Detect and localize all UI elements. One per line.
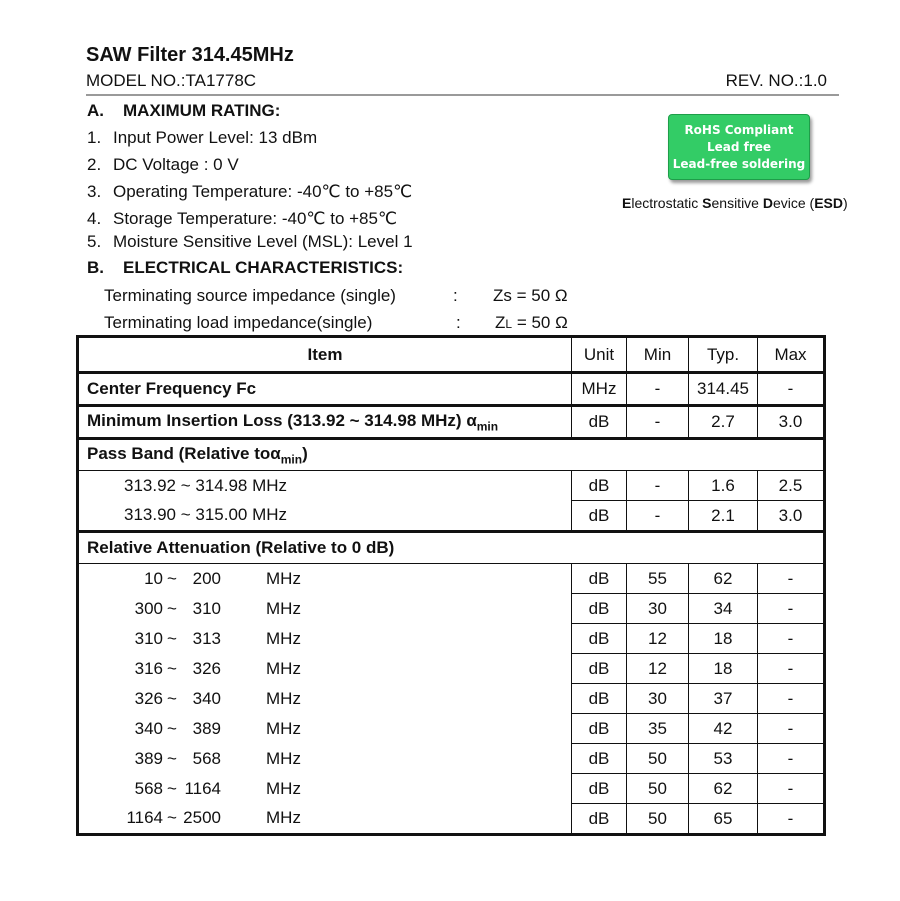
rating-item bbox=[87, 128, 317, 148]
row-item: 313.90 ~ 315.00 MHz bbox=[78, 501, 572, 532]
esd-text-part: ensitive bbox=[711, 195, 763, 211]
row-unit: dB bbox=[572, 624, 627, 654]
row-min: 50 bbox=[627, 744, 689, 774]
range-high: 340 bbox=[192, 688, 221, 708]
source-impedance-label: Terminating source impedance (single) bbox=[104, 286, 396, 305]
row-max: - bbox=[758, 373, 825, 406]
range-low: 310 bbox=[134, 628, 163, 648]
range-high: 389 bbox=[192, 718, 221, 738]
row-min: 30 bbox=[627, 594, 689, 624]
row-min: 12 bbox=[627, 624, 689, 654]
pass-band-heading bbox=[78, 439, 825, 471]
pass-band-close: ) bbox=[302, 443, 308, 463]
row-unit: dB bbox=[572, 684, 627, 714]
row-typ: 2.1 bbox=[689, 501, 758, 532]
row-max: - bbox=[758, 654, 825, 684]
section-b-label: B. bbox=[87, 258, 104, 277]
rohs-badge-line: Lead-free soldering bbox=[672, 156, 806, 171]
row-typ: 18 bbox=[689, 624, 758, 654]
rating-item-number: 1. bbox=[87, 128, 102, 147]
row-min: - bbox=[627, 501, 689, 532]
range-unit: MHz bbox=[266, 658, 301, 678]
rohs-badge-line: Lead free bbox=[706, 139, 772, 154]
row-max: - bbox=[758, 714, 825, 744]
range-low: 326 bbox=[134, 688, 163, 708]
row-max: - bbox=[758, 804, 825, 835]
row-item bbox=[78, 744, 572, 774]
rating-item bbox=[87, 182, 412, 202]
row-unit: dB bbox=[572, 744, 627, 774]
row-unit: dB bbox=[572, 714, 627, 744]
range-tilde: ~ bbox=[167, 688, 177, 708]
row-item bbox=[78, 714, 572, 744]
section-b-title: ELECTRICAL CHARACTERISTICS: bbox=[123, 258, 404, 277]
table-row bbox=[78, 654, 825, 684]
row-max: - bbox=[758, 684, 825, 714]
row-min: 50 bbox=[627, 774, 689, 804]
rohs-badge-line: RoHS Compliant bbox=[684, 122, 794, 137]
row-item bbox=[78, 804, 572, 835]
table-row bbox=[78, 624, 825, 654]
row-item bbox=[78, 406, 572, 439]
rating-item-number: 3. bbox=[87, 182, 102, 201]
load-impedance-symbol: Z bbox=[495, 313, 506, 332]
rating-item bbox=[87, 209, 397, 229]
row-unit: dB bbox=[572, 774, 627, 804]
range-low: 568 bbox=[134, 778, 163, 798]
source-impedance-colon: : bbox=[453, 286, 458, 305]
row-typ: 65 bbox=[689, 804, 758, 835]
range-tilde: ~ bbox=[167, 808, 177, 828]
esd-text-part: S bbox=[702, 195, 712, 211]
row-item bbox=[78, 654, 572, 684]
rating-item-number: 4. bbox=[87, 209, 102, 228]
range-low: 10 bbox=[144, 568, 163, 588]
range-unit: MHz bbox=[266, 778, 301, 798]
source-impedance-symbol: Zs bbox=[493, 286, 512, 305]
row-unit: dB bbox=[572, 594, 627, 624]
row-unit: dB bbox=[572, 501, 627, 532]
load-impedance-number: = 50 Ω bbox=[516, 313, 568, 332]
rating-item-text: Storage Temperature: -40℃ to +85℃ bbox=[113, 209, 398, 228]
range-unit: MHz bbox=[266, 568, 301, 588]
table-row bbox=[78, 501, 825, 532]
header-typ: Typ. bbox=[689, 337, 758, 373]
table-row bbox=[78, 774, 825, 804]
esd-text-part: evice ( bbox=[772, 195, 815, 211]
row-min: 35 bbox=[627, 714, 689, 744]
row-typ: 53 bbox=[689, 744, 758, 774]
range-low: 300 bbox=[134, 598, 163, 618]
insertion-loss-label: Minimum Insertion Loss (313.92 ~ 314.98 MHz) α bbox=[87, 410, 477, 430]
range-tilde: ~ bbox=[167, 778, 177, 798]
section-a-label: A. bbox=[87, 101, 104, 120]
range-high: 200 bbox=[192, 568, 221, 588]
row-typ: 314.45 bbox=[689, 373, 758, 406]
range-unit: MHz bbox=[266, 628, 301, 648]
table-section-row bbox=[78, 532, 825, 564]
row-min: - bbox=[627, 471, 689, 501]
row-min: - bbox=[627, 406, 689, 439]
source-impedance-number: = 50 Ω bbox=[516, 286, 568, 305]
table-header-row bbox=[78, 337, 825, 373]
table-row bbox=[78, 564, 825, 594]
rating-item-number: 2. bbox=[87, 155, 102, 174]
range-tilde: ~ bbox=[167, 718, 177, 738]
range-tilde: ~ bbox=[167, 628, 177, 648]
row-item bbox=[78, 594, 572, 624]
range-low: 340 bbox=[134, 718, 163, 738]
range-high: 326 bbox=[192, 658, 221, 678]
row-typ: 34 bbox=[689, 594, 758, 624]
range-unit: MHz bbox=[266, 688, 301, 708]
row-max: 2.5 bbox=[758, 471, 825, 501]
row-max: - bbox=[758, 624, 825, 654]
source-impedance-value bbox=[493, 286, 568, 306]
range-high: 313 bbox=[192, 628, 221, 648]
header-max: Max bbox=[758, 337, 825, 373]
header-min: Min bbox=[627, 337, 689, 373]
row-unit: dB bbox=[572, 654, 627, 684]
row-max: - bbox=[758, 774, 825, 804]
range-low: 389 bbox=[134, 748, 163, 768]
row-min: 12 bbox=[627, 654, 689, 684]
pass-band-label: Pass Band (Relative toα bbox=[87, 443, 281, 463]
page-title: SAW Filter 314.45MHz bbox=[86, 44, 294, 66]
row-max: - bbox=[758, 594, 825, 624]
row-typ: 2.7 bbox=[689, 406, 758, 439]
rating-item-text: Moisture Sensitive Level (MSL): Level 1 bbox=[113, 232, 413, 251]
attenuation-heading: Relative Attenuation (Relative to 0 dB) bbox=[78, 532, 825, 564]
rating-item-text: DC Voltage : 0 V bbox=[113, 155, 239, 174]
section-a-heading bbox=[87, 101, 280, 121]
row-typ: 62 bbox=[689, 564, 758, 594]
row-max: - bbox=[758, 564, 825, 594]
row-item bbox=[78, 564, 572, 594]
row-item bbox=[78, 684, 572, 714]
table-row bbox=[78, 406, 825, 439]
row-max: 3.0 bbox=[758, 501, 825, 532]
range-unit: MHz bbox=[266, 598, 301, 618]
row-max: 3.0 bbox=[758, 406, 825, 439]
rating-item bbox=[87, 232, 413, 252]
range-tilde: ~ bbox=[167, 748, 177, 768]
range-tilde: ~ bbox=[167, 658, 177, 678]
table-row bbox=[78, 684, 825, 714]
table-section-row bbox=[78, 439, 825, 471]
model-number: MODEL NO.:TA1778C bbox=[86, 71, 257, 90]
range-tilde: ~ bbox=[167, 598, 177, 618]
range-high: 310 bbox=[192, 598, 221, 618]
row-unit: MHz bbox=[572, 373, 627, 406]
range-high: 568 bbox=[192, 748, 221, 768]
row-typ: 1.6 bbox=[689, 471, 758, 501]
section-b-heading bbox=[87, 258, 403, 278]
row-typ: 37 bbox=[689, 684, 758, 714]
table-row bbox=[78, 714, 825, 744]
range-low: 1164 bbox=[126, 808, 163, 828]
esd-text-part: ESD bbox=[814, 195, 844, 211]
table-row bbox=[78, 373, 825, 406]
rating-item-number: 5. bbox=[87, 232, 102, 251]
esd-text-part: E bbox=[622, 195, 632, 211]
table-row bbox=[78, 744, 825, 774]
row-min: - bbox=[627, 373, 689, 406]
rohs-badge bbox=[668, 114, 810, 180]
rating-item-text: Input Power Level: 13 dBm bbox=[113, 128, 318, 147]
range-unit: MHz bbox=[266, 748, 301, 768]
esd-text-part: lectrostatic bbox=[631, 195, 703, 211]
row-min: 30 bbox=[627, 684, 689, 714]
alpha-subscript: min bbox=[476, 419, 499, 434]
row-unit: dB bbox=[572, 564, 627, 594]
header-item: Item bbox=[78, 337, 572, 373]
row-typ: 18 bbox=[689, 654, 758, 684]
row-unit: dB bbox=[572, 406, 627, 439]
spec-table bbox=[76, 335, 826, 836]
esd-notice bbox=[622, 195, 848, 211]
rating-item-text: Operating Temperature: -40℃ to +85℃ bbox=[113, 182, 413, 201]
load-impedance-value bbox=[495, 313, 568, 333]
row-unit: dB bbox=[572, 471, 627, 501]
row-typ: 42 bbox=[689, 714, 758, 744]
row-item bbox=[78, 774, 572, 804]
load-impedance-colon: : bbox=[456, 313, 461, 332]
load-impedance-symbol-sub: L bbox=[505, 317, 513, 331]
row-min: 55 bbox=[627, 564, 689, 594]
esd-text-part: D bbox=[762, 195, 773, 211]
header-divider bbox=[86, 94, 839, 96]
range-tilde: ~ bbox=[167, 568, 177, 588]
attenuation-rows bbox=[78, 564, 825, 835]
row-item: Center Frequency Fc bbox=[78, 373, 572, 406]
rating-item bbox=[87, 155, 239, 175]
table-row bbox=[78, 804, 825, 835]
table-row bbox=[78, 471, 825, 501]
range-high: 2500 bbox=[183, 808, 221, 828]
row-item bbox=[78, 624, 572, 654]
range-high: 1164 bbox=[184, 778, 221, 798]
esd-text-part: ) bbox=[843, 195, 848, 211]
section-a-title: MAXIMUM RATING: bbox=[123, 101, 281, 120]
range-unit: MHz bbox=[266, 808, 301, 828]
row-max: - bbox=[758, 744, 825, 774]
row-item: 313.92 ~ 314.98 MHz bbox=[78, 471, 572, 501]
revision-number: REV. NO.:1.0 bbox=[725, 71, 827, 90]
row-unit: dB bbox=[572, 804, 627, 835]
table-row bbox=[78, 594, 825, 624]
row-min: 50 bbox=[627, 804, 689, 835]
alpha-subscript: min bbox=[280, 452, 303, 467]
load-impedance-label: Terminating load impedance(single) bbox=[104, 313, 373, 332]
header-unit: Unit bbox=[572, 337, 627, 373]
range-unit: MHz bbox=[266, 718, 301, 738]
range-low: 316 bbox=[134, 658, 163, 678]
row-typ: 62 bbox=[689, 774, 758, 804]
